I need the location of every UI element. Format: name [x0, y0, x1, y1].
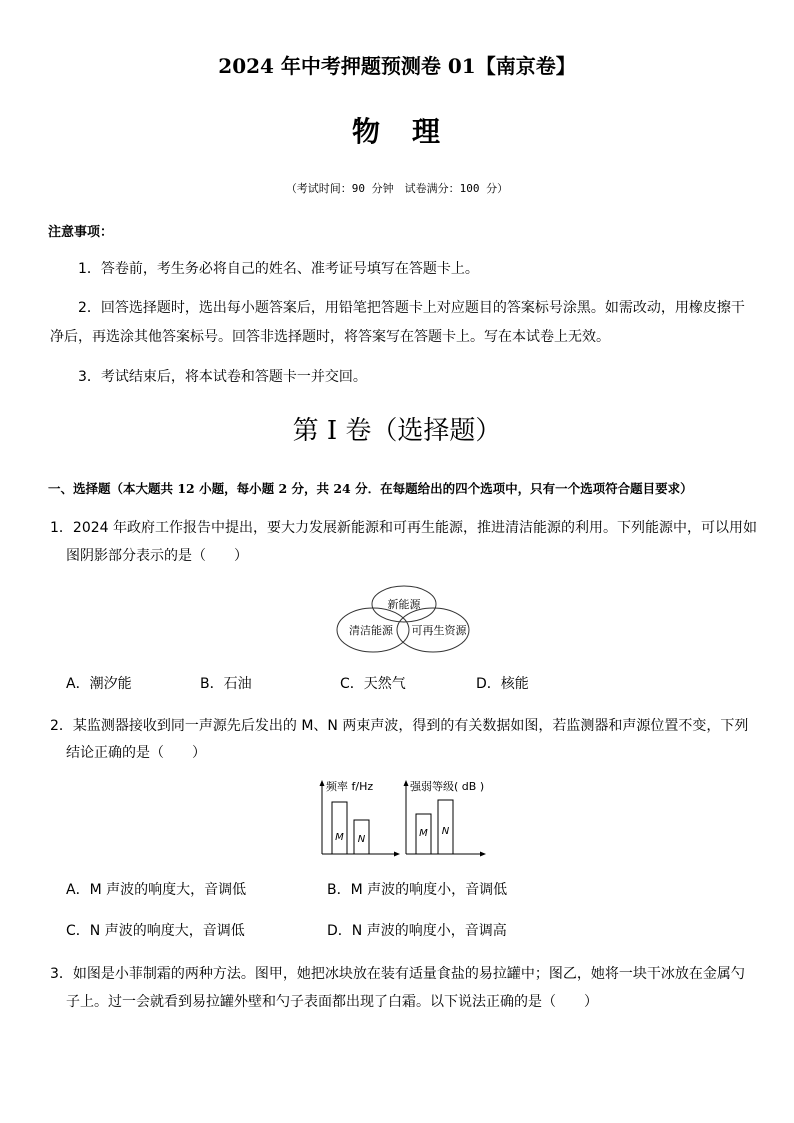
- notice-heading: 注意事项：: [48, 225, 114, 240]
- venn-label-renewable: 可再生资源: [411, 624, 467, 637]
- option-b[interactable]: B．石油: [200, 676, 252, 692]
- part-heading: 一、选择题（本大题共 12 小题，每小题 2 分，共 24 分．在每题给出的四个选项中，只有一个选项符合题目要求）: [48, 481, 693, 496]
- option-c[interactable]: C．天然气: [340, 676, 406, 692]
- right-y-label: 强弱等级( dB ): [410, 780, 485, 793]
- venn-diagram: [335, 582, 475, 658]
- left-bar-n-label: N: [357, 834, 366, 845]
- left-y-label: 频率 f/Hz: [326, 780, 374, 793]
- exam-title: 2024 年中考押题预测卷 01【南京卷】: [218, 54, 576, 78]
- right-x-arrow: [480, 852, 486, 857]
- option-b[interactable]: B．M 声波的响度小，音调低: [327, 882, 508, 898]
- notice-item-continued: 净后，再选涂其他答案标号。回答非选择题时，将答案写在答题卡上。写在本试卷上无效。: [50, 329, 610, 345]
- question-2-stem-cont: 结论正确的是（ ）: [66, 745, 206, 761]
- venn-label-clean-energy: 清洁能源: [349, 624, 393, 637]
- question-2-stem: 2．某监测器接收到同一声源先后发出的 M、N 两束声波，得到的有关数据如图，若监测器和声源位置不变，下列: [50, 718, 749, 734]
- option-d[interactable]: D．N 声波的响度小，音调高: [327, 923, 507, 939]
- sound-wave-bar-figure: [316, 776, 496, 860]
- right-y-arrow: [404, 780, 409, 786]
- right-bar-n-label: N: [441, 826, 450, 837]
- question-3-stem: 3．如图是小菲制霜的两种方法。图甲，她把冰块放在装有适量食盐的易拉罐中；图乙，她将一块干冰放在金属勺: [50, 966, 745, 982]
- left-bar-m: [332, 802, 347, 854]
- section-title: 第 I 卷（选择题）: [292, 416, 502, 446]
- option-d[interactable]: D．核能: [476, 676, 529, 692]
- left-x-arrow: [394, 852, 400, 857]
- left-bar-m-label: M: [335, 832, 344, 843]
- option-a[interactable]: A．潮汐能: [66, 676, 132, 692]
- subject-title: 物 理: [351, 115, 442, 148]
- option-c[interactable]: C．N 声波的响度大，音调低: [66, 923, 245, 939]
- option-a[interactable]: A．M 声波的响度大，音调低: [66, 882, 247, 898]
- question-1-stem-cont: 图阴影部分表示的是（ ）: [66, 548, 248, 564]
- question-3-stem-cont: 子上。过一会就看到易拉罐外壁和勺子表面都出现了白霜。以下说法正确的是（ ）: [66, 994, 598, 1010]
- notice-item: 1．答卷前，考生务必将自己的姓名、准考证号填写在答题卡上。: [78, 261, 479, 277]
- left-y-arrow: [320, 780, 325, 786]
- notice-item: 3．考试结束后，将本试卷和答题卡一并交回。: [78, 369, 367, 385]
- venn-label-new-energy: 新能源: [387, 598, 421, 611]
- right-bar-m-label: M: [419, 828, 428, 839]
- notice-item: 2．回答选择题时，选出每小题答案后，用铅笔把答题卡上对应题目的答案标号涂黑。如需改动，用橡皮擦干: [78, 300, 745, 316]
- question-1-stem: 1．2024 年政府工作报告中提出，要大力发展新能源和可再生能源，推进清洁能源的利用。下列能源中，可以用如: [50, 520, 757, 536]
- exam-info: （考试时间：90 分钟 试卷满分：100 分）: [285, 182, 509, 195]
